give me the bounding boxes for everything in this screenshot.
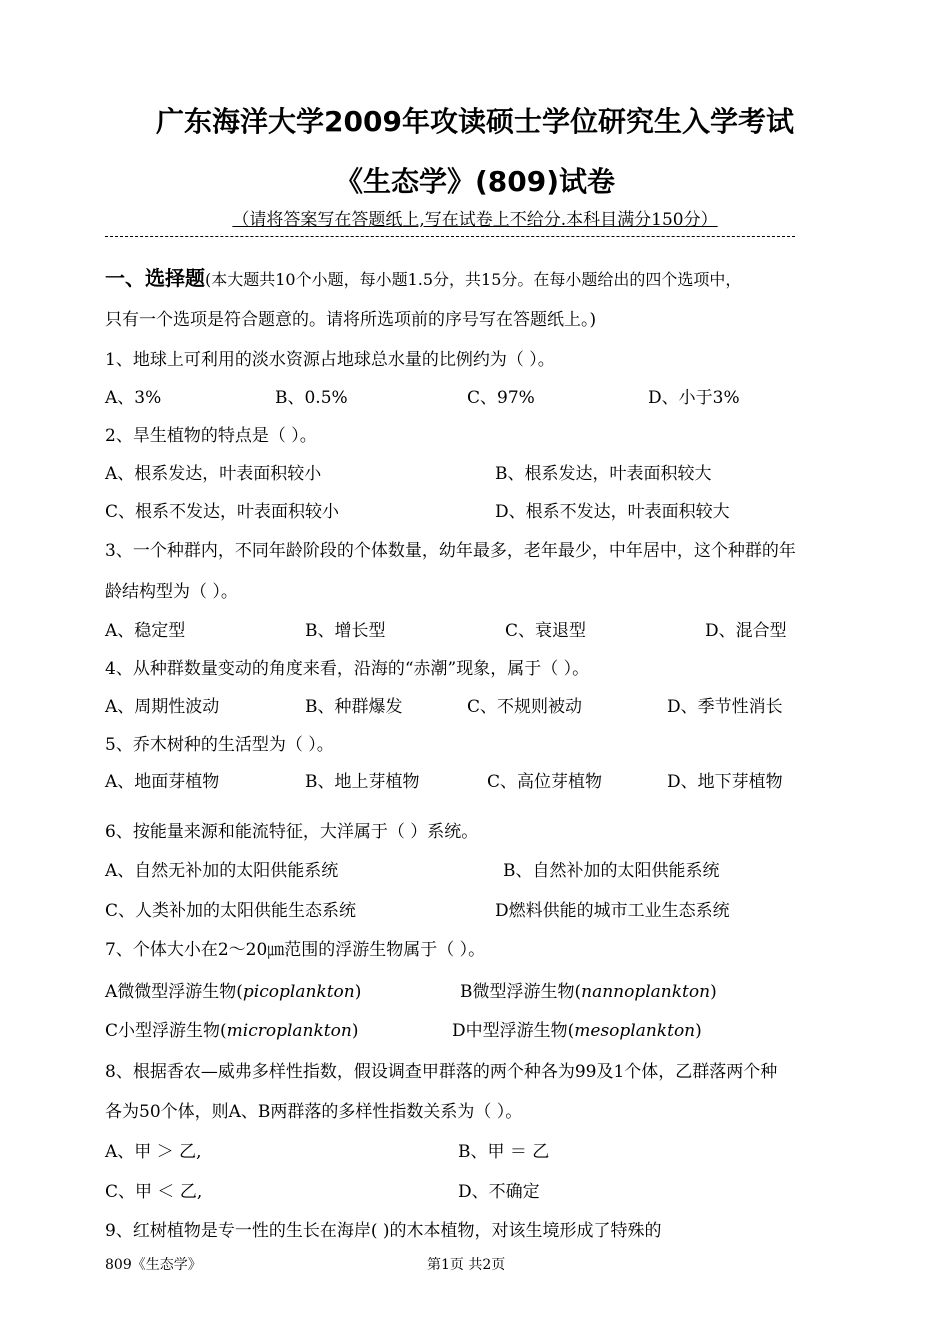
q8-option-d: D、不确定 [458,1182,540,1202]
q6-stem: 6、按能量来源和能流特征，大洋属于（ ）系统。 [105,822,479,842]
q5-option-a: A、地面芽植物 [105,772,220,792]
q7-option-a-close: ) [354,982,362,1002]
q7-option-a-latin: picoplankton [242,982,355,1002]
exam-note: （请将答案写在答题纸上,写在试卷上不给分.本科目满分150分） [232,210,718,230]
footer-page-number: 第1页 共2页 [427,1257,506,1273]
q8-option-c: C、甲 ＜ 乙, [105,1182,203,1202]
q4-option-d: D、季节性消长 [667,697,783,717]
q3-option-a: A、稳定型 [105,621,186,641]
q7-option-c [105,1016,358,1041]
q4-option-b: B、种群爆发 [305,697,403,717]
q3-option-b: B、增长型 [305,621,386,641]
q5-option-c: C、高位芽植物 [487,772,603,792]
q6-option-c: C、人类补加的太阳供能生态系统 [105,901,357,921]
q2-stem: 2、旱生植物的特点是（ ）。 [105,426,317,446]
section-desc-2: 只有一个选项是符合题意的。请将所选项前的序号写在答题纸上。) [105,310,597,330]
q4-option-a: A、周期性波动 [105,697,220,717]
q7-option-b-close: ) [710,982,717,1002]
q7-stem: 7、个体大小在2～20㎛范围的浮游生物属于（ ）。 [105,940,486,960]
section-heading: 一、选择题 [105,266,205,290]
q7-option-c-label: C小型浮游生物( [105,1021,227,1041]
q2-option-d: D、根系不发达，叶表面积较大 [495,502,730,522]
dashed-divider [105,236,795,239]
q7-option-d-label: D中型浮游生物( [452,1021,575,1041]
q2-option-c: C、根系不发达，叶表面积较小 [105,502,340,522]
section-heading-line [105,262,741,291]
exam-subtitle: 《生态学》(809)试卷 [334,165,616,198]
q7-option-d [452,1016,702,1041]
q8-option-a: A、甲 ＞ 乙, [105,1142,202,1162]
q5-option-d: D、地下芽植物 [667,772,783,792]
q1-stem: 1、地球上可利用的淡水资源占地球总水量的比例约为（ ）。 [105,350,555,370]
q7-option-c-close: ) [351,1021,359,1041]
q2-option-a: A、根系发达，叶表面积较小 [105,464,322,484]
q7-option-c-latin: microplankton [226,1021,352,1041]
q7-option-d-latin: mesoplankton [574,1021,696,1041]
footer-course: 809《生态学》 [105,1257,202,1273]
q7-option-d-close: ) [695,1021,702,1041]
q3-stem-2: 龄结构型为（ ）。 [105,582,238,602]
q4-stem: 4、从种群数量变动的角度来看，沿海的“赤潮”现象，属于（ ）。 [105,659,590,679]
q6-option-b: B、自然补加的太阳供能系统 [503,861,720,881]
q8-stem-2: 各为50个体，则A、B两群落的多样性指数关系为（ ）。 [105,1102,523,1122]
q6-option-a: A、自然无补加的太阳供能系统 [105,861,339,881]
q8-option-b: B、甲 ＝ 乙 [458,1142,550,1162]
q1-option-d: D、小于3% [648,388,740,408]
q9-stem: 9、红树植物是专一性的生长在海岸( )的木本植物，对该生境形成了特殊的 [105,1221,662,1241]
q1-option-a: A、3% [105,388,162,408]
q5-stem: 5、乔木树种的生活型为（ ）。 [105,735,334,755]
q7-option-b-label: B微型浮游生物( [460,982,582,1002]
q1-option-b: B、0.5% [275,388,348,408]
section-desc-1: (本大题共10个小题，每小题1.5分，共15分。在每小题给出的四个选项中， [205,270,742,289]
q3-option-d: D、混合型 [705,621,787,641]
q2-option-b: B、根系发达，叶表面积较大 [495,464,712,484]
q7-option-a [105,977,361,1002]
q5-option-b: B、地上芽植物 [305,772,420,792]
q3-option-c: C、衰退型 [505,621,587,641]
q4-option-c: C、不规则被动 [467,697,583,717]
q8-stem-1: 8、根据香农—威弗多样性指数，假设调查甲群落的两个种各为99及1个体，乙群落两个种 [105,1062,778,1082]
q3-stem-1: 3、一个种群内，不同年龄阶段的个体数量，幼年最多，老年最少，中年居中，这个种群的年 [105,541,796,561]
q7-option-a-label: A微微型浮游生物( [105,982,243,1002]
q7-option-b [460,977,717,1002]
q6-option-d: D燃料供能的城市工业生态系统 [495,901,730,921]
q7-option-b-latin: nannoplankton [581,982,711,1002]
q1-option-c: C、97% [467,388,535,408]
exam-title: 广东海洋大学2009年攻读硕士学位研究生入学考试 [156,105,794,138]
